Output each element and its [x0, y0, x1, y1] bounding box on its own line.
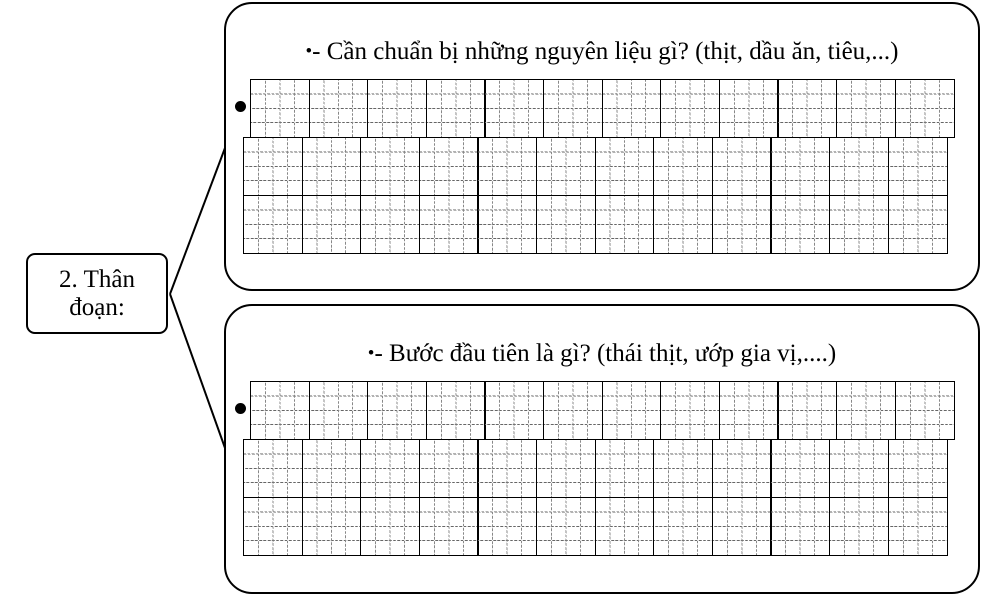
writing-grid-cell[interactable]	[653, 439, 713, 498]
writing-grid-cell[interactable]	[888, 497, 948, 556]
writing-grid-cell[interactable]	[302, 137, 362, 196]
writing-grid-cell[interactable]	[250, 79, 310, 138]
writing-grid-cell[interactable]	[895, 381, 955, 440]
writing-grid-cell[interactable]	[595, 195, 655, 254]
writing-grid-cell[interactable]	[302, 497, 362, 556]
writing-grid-cell[interactable]	[895, 79, 955, 138]
writing-grid-cell[interactable]	[543, 79, 603, 138]
writing-grid-cell[interactable]	[302, 195, 362, 254]
writing-grid-cell[interactable]	[426, 79, 486, 138]
writing-grid-cell[interactable]	[243, 497, 303, 556]
writing-grid-cell[interactable]	[367, 381, 427, 440]
writing-grid-cell[interactable]	[477, 439, 537, 498]
writing-grid-cell[interactable]	[543, 381, 603, 440]
writing-grid-row-3[interactable]	[243, 195, 948, 254]
section-label-line2: đoạn:	[69, 293, 125, 321]
prompt-heading	[226, 340, 978, 368]
writing-grid-cell[interactable]	[829, 137, 889, 196]
writing-grid-cell[interactable]	[595, 439, 655, 498]
writing-grid-cell[interactable]	[360, 137, 420, 196]
prompt-text: - Cần chuẩn bị những nguyên liệu gì? (thịt, dầu ăn, tiêu,...)	[312, 38, 899, 65]
writing-grid-cell[interactable]	[829, 497, 889, 556]
writing-grid-cell[interactable]	[426, 381, 486, 440]
writing-grid-cell[interactable]	[653, 137, 713, 196]
connector-line-bottom	[170, 294, 225, 448]
writing-grid-cell[interactable]	[770, 439, 830, 498]
writing-grid-cell[interactable]	[419, 195, 479, 254]
prompt-text: - Bước đầu tiên là gì? (thái thịt, ướp gia vị,....)	[374, 340, 837, 367]
writing-grid-cell[interactable]	[536, 195, 596, 254]
writing-grid-cell[interactable]	[602, 79, 662, 138]
writing-grid-row-1[interactable]	[250, 381, 955, 440]
writing-grid-cell[interactable]	[712, 497, 772, 556]
writing-grid-cell[interactable]	[836, 79, 896, 138]
writing-grid-cell[interactable]	[309, 79, 369, 138]
writing-grid-cell[interactable]	[536, 439, 596, 498]
section-label-line1: 2. Thân	[59, 265, 135, 293]
writing-grid-row-3[interactable]	[243, 497, 948, 556]
writing-grid-row-1[interactable]	[250, 79, 955, 138]
writing-grid-cell[interactable]	[419, 439, 479, 498]
writing-grid-cell[interactable]	[829, 195, 889, 254]
writing-grid-cell[interactable]	[712, 137, 772, 196]
writing-grid-cell[interactable]	[477, 497, 537, 556]
writing-grid-cell[interactable]	[660, 79, 720, 138]
writing-grid-cell[interactable]	[484, 79, 544, 138]
writing-grid-cell[interactable]	[653, 195, 713, 254]
writing-grid-cell[interactable]	[367, 79, 427, 138]
writing-grid-cell[interactable]	[309, 381, 369, 440]
writing-grid-cell[interactable]	[360, 497, 420, 556]
writing-grid-cell[interactable]	[777, 79, 837, 138]
writing-grid-cell[interactable]	[243, 137, 303, 196]
writing-grid-cell[interactable]	[536, 497, 596, 556]
writing-grid-cell[interactable]	[770, 195, 830, 254]
writing-grid-cell[interactable]	[712, 439, 772, 498]
writing-grid-cell[interactable]	[477, 195, 537, 254]
writing-grid-cell[interactable]	[602, 381, 662, 440]
writing-grid-cell[interactable]	[719, 381, 779, 440]
writing-grid-cell[interactable]	[477, 137, 537, 196]
writing-grid-cell[interactable]	[360, 439, 420, 498]
writing-grid-cell[interactable]	[888, 195, 948, 254]
writing-grid-cell[interactable]	[484, 381, 544, 440]
writing-grid-cell[interactable]	[536, 137, 596, 196]
writing-grid-cell[interactable]	[712, 195, 772, 254]
writing-grid-row-2[interactable]	[243, 439, 948, 498]
writing-grid-cell[interactable]	[777, 381, 837, 440]
writing-grid-cell[interactable]	[360, 195, 420, 254]
writing-grid-cell[interactable]	[595, 137, 655, 196]
writing-grid-cell[interactable]	[419, 497, 479, 556]
writing-grid-cell[interactable]	[243, 439, 303, 498]
writing-grid-cell[interactable]	[719, 79, 779, 138]
bullet-icon: •	[305, 41, 313, 62]
writing-grid-cell[interactable]	[243, 195, 303, 254]
writing-grid-row-2[interactable]	[243, 137, 948, 196]
writing-panel-first-step	[224, 304, 980, 594]
writing-grid-cell[interactable]	[250, 381, 310, 440]
writing-grid-cell[interactable]	[888, 137, 948, 196]
writing-grid-cell[interactable]	[829, 439, 889, 498]
prompt-heading	[226, 38, 978, 66]
connector-line-top	[170, 148, 225, 294]
section-label-box	[26, 253, 168, 334]
writing-grid-cell[interactable]	[770, 137, 830, 196]
writing-grid-cell[interactable]	[836, 381, 896, 440]
writing-grid-cell[interactable]	[419, 137, 479, 196]
writing-grid-cell[interactable]	[653, 497, 713, 556]
writing-panel-ingredients	[224, 2, 980, 291]
writing-grid-cell[interactable]	[302, 439, 362, 498]
writing-grid-cell[interactable]	[888, 439, 948, 498]
bullet-dot-icon	[235, 403, 246, 414]
writing-grid-cell[interactable]	[595, 497, 655, 556]
bullet-icon: •	[367, 343, 375, 364]
writing-grid-cell[interactable]	[770, 497, 830, 556]
writing-grid-cell[interactable]	[660, 381, 720, 440]
bullet-dot-icon	[235, 101, 246, 112]
